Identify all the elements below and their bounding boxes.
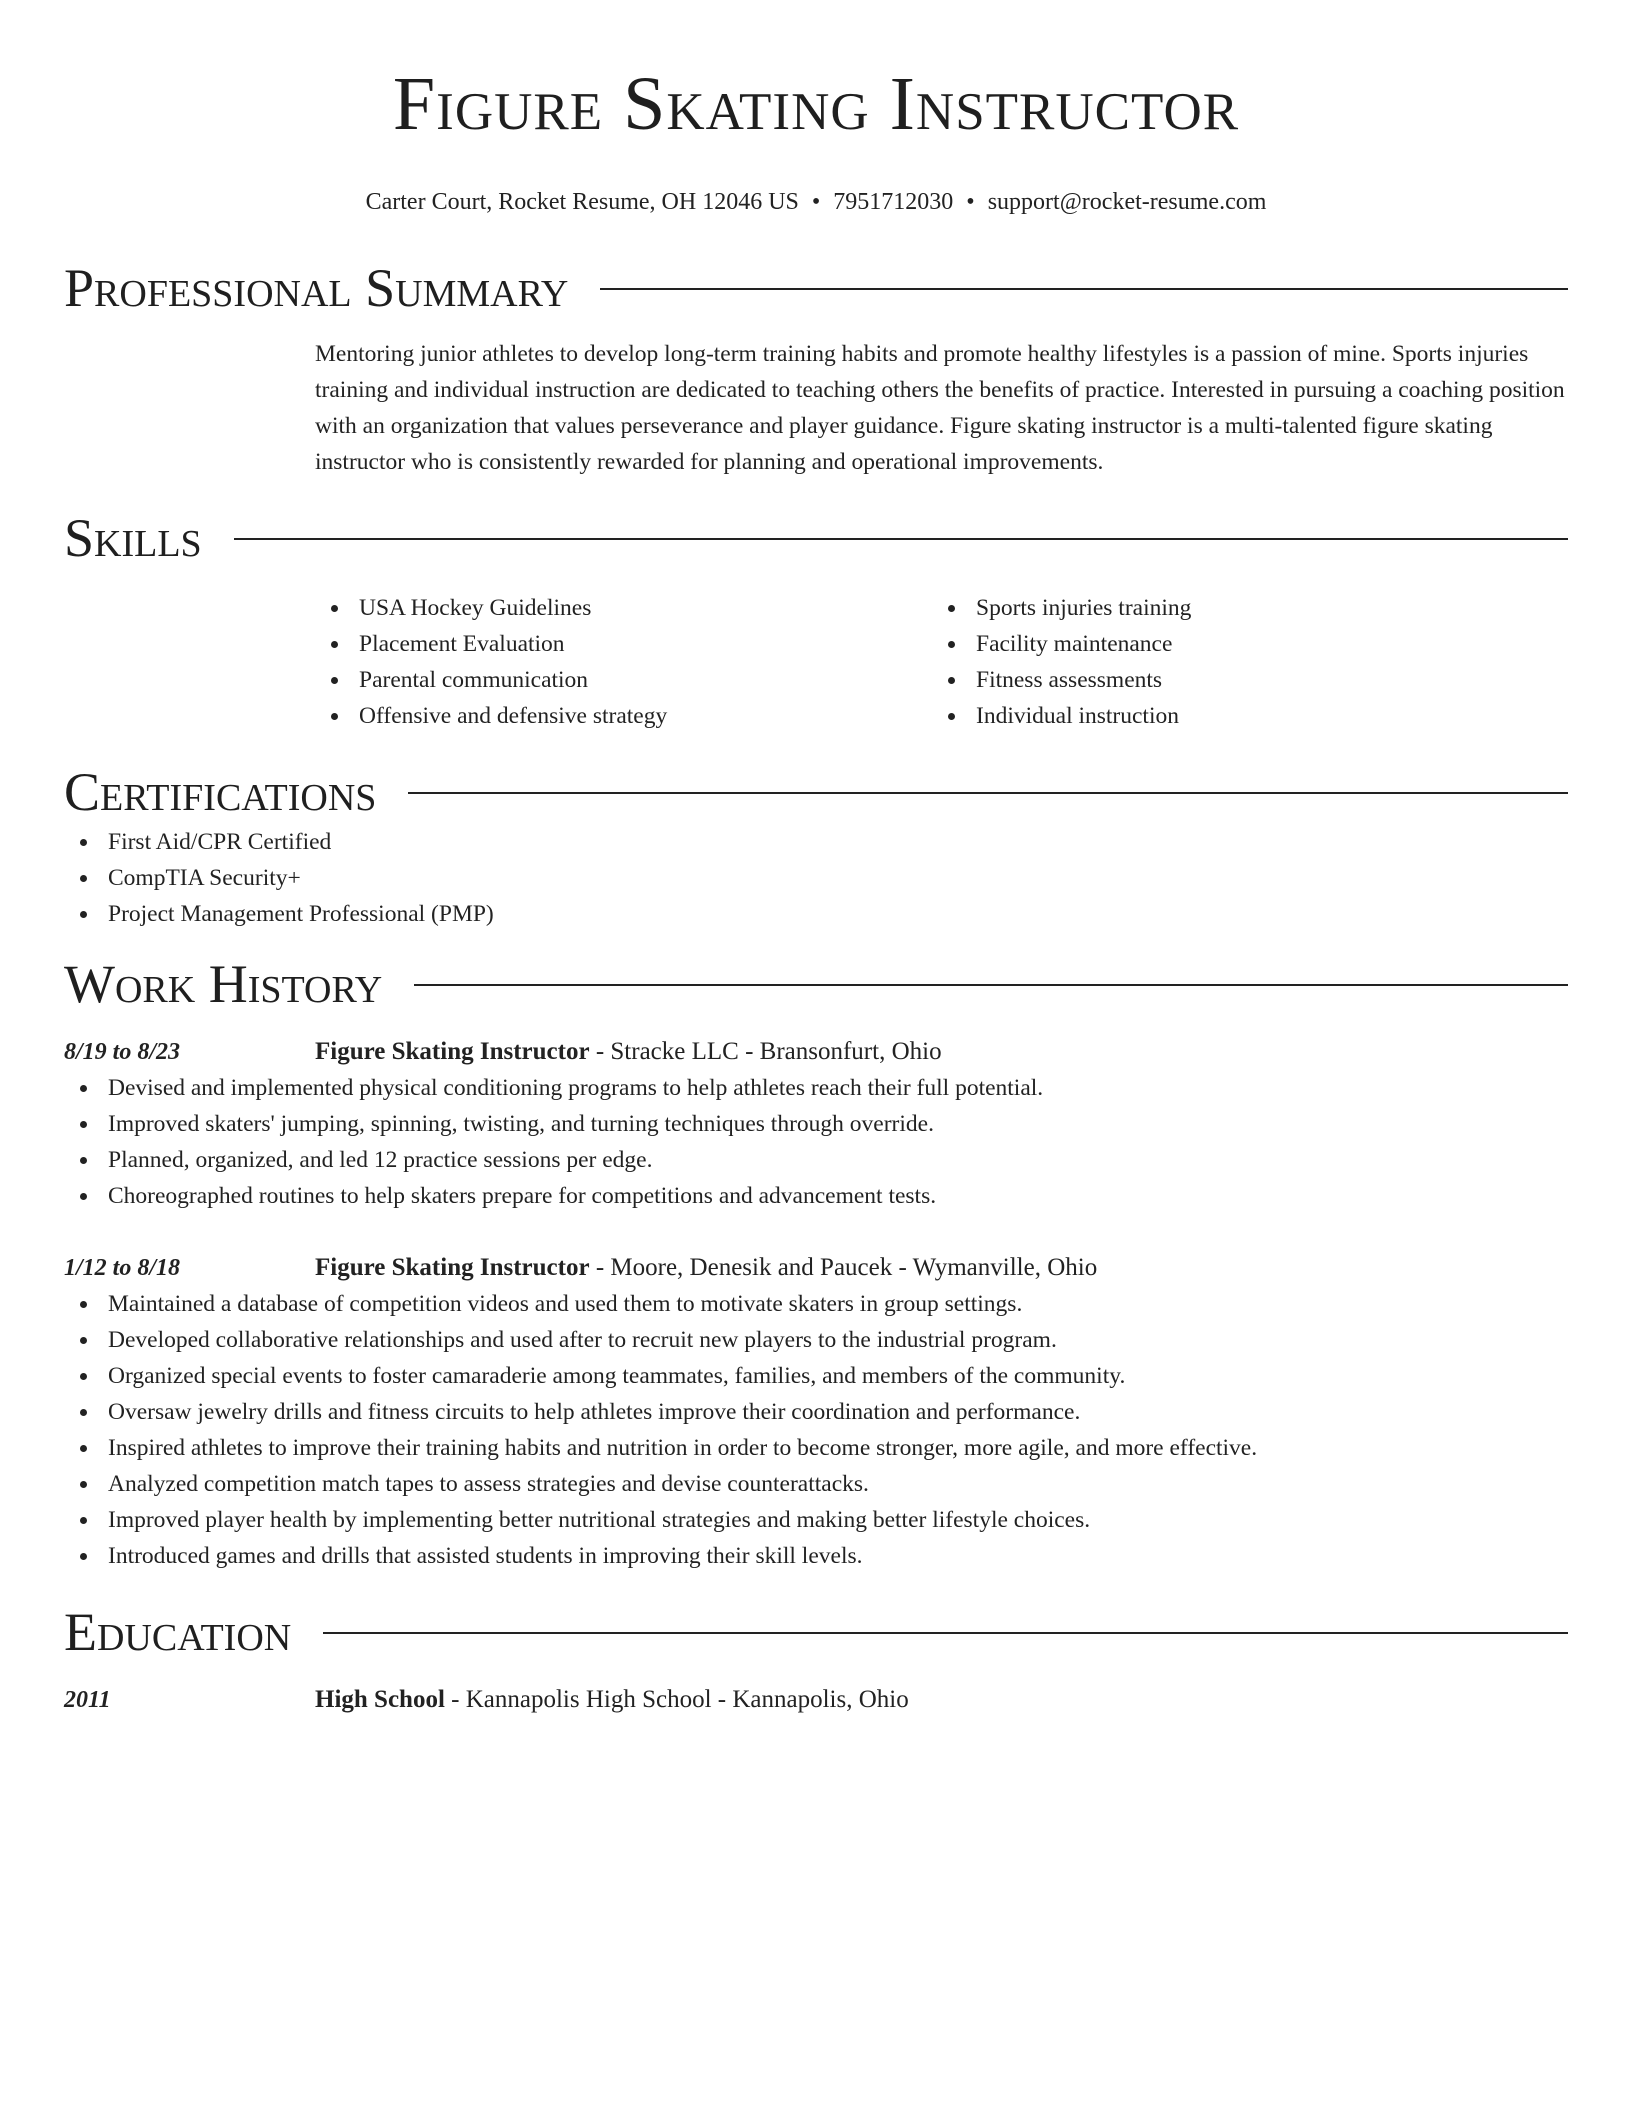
job-entry xyxy=(64,1034,1568,1214)
certification-item: First Aid/CPR Certified xyxy=(64,824,1568,860)
work-history-header xyxy=(64,952,1568,1016)
education-entry xyxy=(64,1682,1568,1718)
skill-item: Offensive and defensive strategy xyxy=(315,698,932,734)
skill-item: Individual instruction xyxy=(932,698,1549,734)
job-bullet: Inspired athletes to improve their training habits and nutrition in order to become stronger, more agile, and more effective. xyxy=(64,1430,1568,1466)
job-bullets xyxy=(64,1070,1568,1214)
job-role: Figure Skating Instructor xyxy=(315,1038,590,1065)
job-bullets xyxy=(64,1286,1568,1574)
section-divider xyxy=(414,984,1568,986)
job-bullet: Oversaw jewelry drills and fitness circuits to help athletes improve their coordination and performance. xyxy=(64,1394,1568,1430)
certification-item: Project Management Professional (PMP) xyxy=(64,896,1568,932)
skill-item: Parental communication xyxy=(315,662,932,698)
resume-name: Figure Skating Instructor xyxy=(392,62,1240,146)
job-entry xyxy=(64,1250,1568,1574)
certifications-list xyxy=(64,824,1568,932)
skills-grid xyxy=(315,590,1568,734)
section-divider xyxy=(600,288,1568,290)
education-details: - Kannapolis High School - Kannapolis, Ohio xyxy=(444,1686,909,1713)
section-title: Education xyxy=(64,1602,292,1662)
job-bullet: Improved skaters' jumping, spinning, twisting, and turning techniques through override. xyxy=(64,1106,1568,1142)
section-divider xyxy=(234,538,1568,540)
education-header xyxy=(64,1600,1568,1664)
skills-column-left xyxy=(315,590,932,734)
job-bullet: Maintained a database of competition videos and used them to motivate skaters in group settings. xyxy=(64,1286,1568,1322)
summary-header xyxy=(64,256,1568,320)
contact-separator: • xyxy=(811,189,821,215)
contact-line xyxy=(64,186,1568,218)
contact-separator: • xyxy=(966,189,975,215)
summary-section xyxy=(64,256,1568,480)
education-section xyxy=(64,1600,1568,1718)
skills-header xyxy=(64,506,1568,570)
job-bullet: Planned, organized, and led 12 practice sessions per edge. xyxy=(64,1142,1568,1178)
certification-item: CompTIA Security+ xyxy=(64,860,1568,896)
section-title: Skills xyxy=(64,508,202,568)
section-title: Certifications xyxy=(64,762,377,822)
job-bullet: Devised and implemented physical conditioning programs to help athletes reach their full potential. xyxy=(64,1070,1568,1106)
skill-item: Sports injuries training xyxy=(932,590,1549,626)
job-bullet: Organized special events to foster camaraderie among teammates, families, and members of the community. xyxy=(64,1358,1568,1394)
job-bullet: Choreographed routines to help skaters prepare for competitions and advancement tests. xyxy=(64,1178,1568,1214)
job-title-line xyxy=(315,1034,1568,1070)
job-details: - Moore, Denesik and Paucek - Wymanville, Ohio xyxy=(589,1254,1098,1281)
job-dates: 8/19 to 8/23 xyxy=(64,1039,181,1065)
job-dates: 1/12 to 8/18 xyxy=(64,1255,181,1281)
certifications-header xyxy=(64,760,1568,824)
job-details: - Stracke LLC - Bransonfurt, Ohio xyxy=(589,1038,942,1065)
job-title-line xyxy=(315,1250,1568,1286)
job-bullet: Introduced games and drills that assisted students in improving their skill levels. xyxy=(64,1538,1568,1574)
certifications-section xyxy=(64,760,1568,932)
education-title-line xyxy=(315,1682,1568,1718)
skill-item: USA Hockey Guidelines xyxy=(315,590,932,626)
contact-email: support@rocket-resume.com xyxy=(987,189,1267,215)
skills-section xyxy=(64,506,1568,734)
contact-address: Carter Court, Rocket Resume, OH 12046 US xyxy=(365,189,799,215)
job-bullet: Developed collaborative relationships and used after to recruit new players to the industrial program. xyxy=(64,1322,1568,1358)
job-role: Figure Skating Instructor xyxy=(315,1254,590,1281)
work-history-section xyxy=(64,952,1568,1574)
section-divider xyxy=(408,792,1568,794)
education-degree: High School xyxy=(315,1686,445,1713)
skills-column-right xyxy=(932,590,1549,734)
section-divider xyxy=(323,1632,1568,1634)
job-bullet: Improved player health by implementing better nutritional strategies and making better lifestyle choices. xyxy=(64,1502,1568,1538)
summary-text: Mentoring junior athletes to develop long-term training habits and promote healthy lifestyles is a passion of mine. Sports injuries training and individual instruction are dedicated to teaching others the benefits of practice. Interested in pursuing a coaching position with an organization that values perseverance and player guidance. Figure skating instructor is a multi-talented figure skating instructor who is consistently rewarded for planning and operational improvements. xyxy=(315,341,1565,475)
education-dates: 2011 xyxy=(64,1687,111,1713)
job-bullet: Analyzed competition match tapes to assess strategies and devise counterattacks. xyxy=(64,1466,1568,1502)
skill-item: Placement Evaluation xyxy=(315,626,932,662)
skill-item: Fitness assessments xyxy=(932,662,1549,698)
contact-phone: 7951712030 xyxy=(833,189,954,215)
section-title: Professional Summary xyxy=(64,258,569,318)
skill-item: Facility maintenance xyxy=(932,626,1549,662)
section-title: Work History xyxy=(64,954,383,1014)
